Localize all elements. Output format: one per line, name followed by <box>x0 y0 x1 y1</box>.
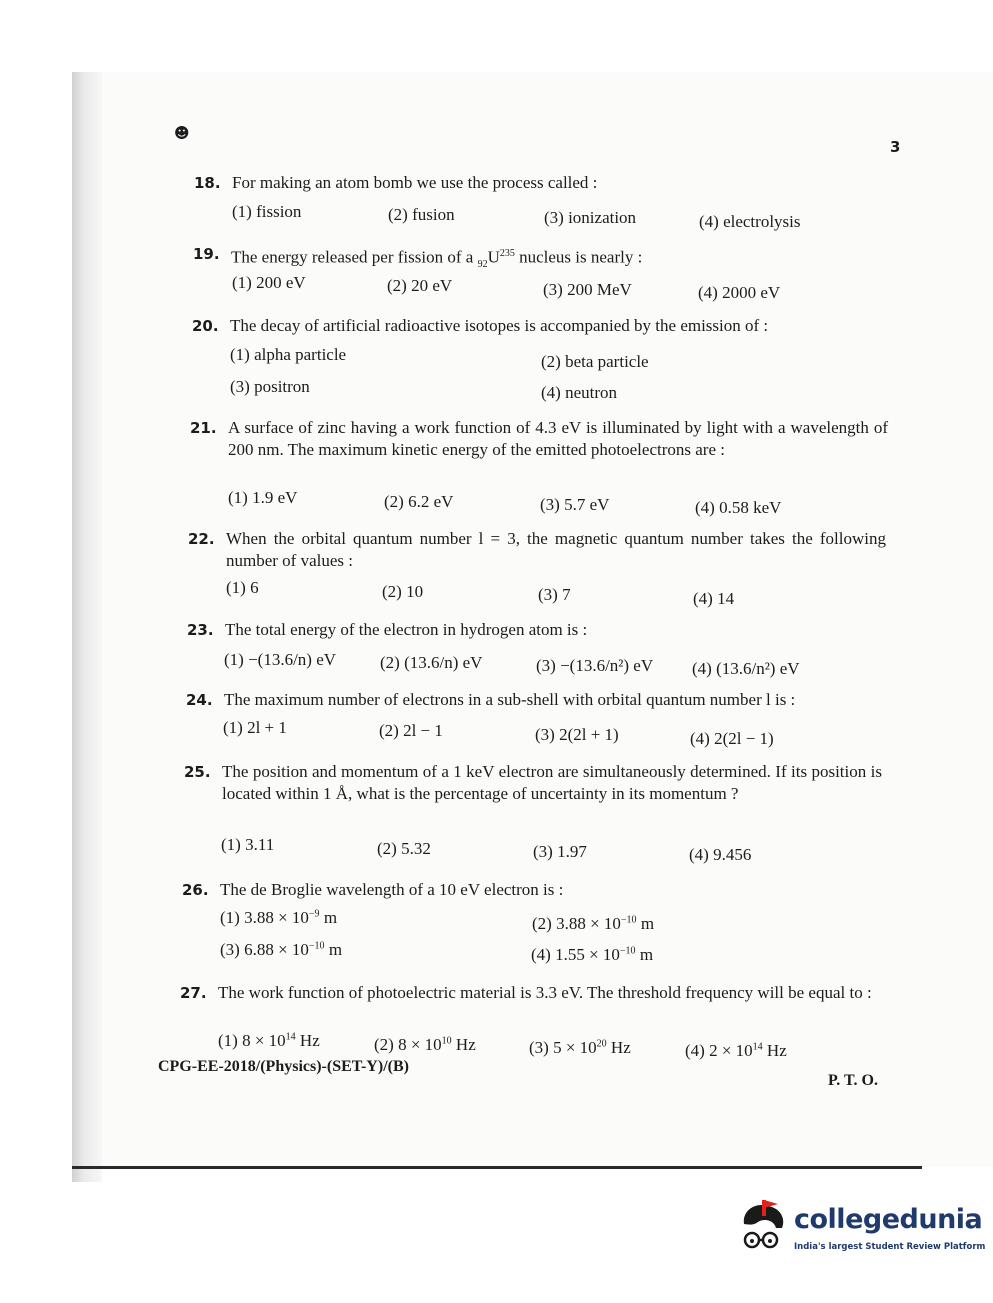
option-1: (1) −(13.6/n) eV <box>224 650 337 669</box>
option-3: (3) $6.88 \times 10^{-10}$ m <box>220 940 343 959</box>
option-3: (3) 7 <box>538 585 571 604</box>
option-4: (4) 0.58 keV <box>695 498 782 517</box>
question-number: 18. <box>194 174 221 192</box>
option-2: (2) 10 <box>382 582 424 601</box>
question-18 <box>194 172 892 194</box>
question-23 <box>187 619 885 641</box>
question-stem: For making an atom bomb we use the process called : <box>232 173 598 192</box>
option-4: (4) neutron <box>541 383 618 402</box>
option-1: (1) $8 \times 10^{14}$ Hz <box>218 1031 320 1050</box>
option-3: (3) 200 MeV <box>543 280 632 299</box>
scan-shadow-edge <box>72 72 102 1182</box>
option-1: (1) 2l + 1 <box>223 718 287 737</box>
question-stem: A surface of zinc having a work function of 4.3 eV is illuminated by light with a wavelength of 200 nm. The maximum kinetic energy of the emitted photoelectrons are : <box>228 418 888 459</box>
question-number: 20. <box>192 317 219 335</box>
question-stem: The total energy of the electron in hydrogen atom is : <box>225 620 588 639</box>
question-19 <box>193 243 891 276</box>
option-2: (2) $8 \times 10^{10}$ Hz <box>374 1035 476 1054</box>
option-3: (3) ionization <box>544 208 637 227</box>
question-number: 27. <box>180 984 207 1002</box>
pto-label: P. T. O. <box>828 1072 878 1089</box>
question-number: 25. <box>184 763 211 781</box>
question-stem: The work function of photoelectric material is 3.3 eV. The threshold frequency will be equal to : <box>218 983 872 1002</box>
option-1: (1) 200 eV <box>232 273 306 292</box>
option-2: (2) (13.6/n) eV <box>380 653 483 672</box>
option-3: (3) positron <box>230 377 310 396</box>
option-3: (3) $5 \times 10^{20}$ Hz <box>529 1038 631 1057</box>
option-4: (4) $1.55 \times 10^{-10}$ m <box>531 945 654 964</box>
question-number: 24. <box>186 691 213 709</box>
question-stem: The decay of artificial radioactive isotopes is accompanied by the emission of : <box>230 316 769 335</box>
option-2: (2) 6.2 eV <box>384 492 454 511</box>
option-3: (3) 1.97 <box>533 842 587 861</box>
option-1: (1) alpha particle <box>230 345 347 364</box>
option-1: (1) $3.88 \times 10^{-9}$ m <box>220 908 338 927</box>
question-27 <box>180 982 878 1004</box>
question-stem: The position and momentum of a 1 keV electron are simultaneously determined. If its position is located within 1 Å, what is the percentage of uncertainty in its momentum ? <box>222 762 882 803</box>
logo-wordmark: collegedunia <box>794 1204 983 1235</box>
option-1: (1) fission <box>232 202 302 221</box>
option-4: (4) electrolysis <box>699 212 801 231</box>
question-number: 26. <box>182 881 209 899</box>
option-2: (2) 2l − 1 <box>379 721 443 740</box>
option-1: (1) 3.11 <box>221 835 275 854</box>
option-2: (2) $3.88 \times 10^{-10}$ m <box>532 914 655 933</box>
option-4: (4) 9.456 <box>689 845 752 864</box>
question-number: 21. <box>190 419 217 437</box>
question-number: 22. <box>188 530 215 548</box>
option-4: (4) 2000 eV <box>698 283 781 302</box>
option-4: (4) 14 <box>693 589 735 608</box>
option-1: (1) 1.9 eV <box>228 488 298 507</box>
logo-tagline: India's largest Student Review Platform <box>794 1242 986 1252</box>
option-2: (2) fusion <box>388 205 455 224</box>
question-21 <box>190 417 888 461</box>
question-stem: When the orbital quantum number l = 3, the magnetic quantum number takes the following number of values : <box>226 529 886 570</box>
question-22 <box>188 528 886 572</box>
question-stem: The de Broglie wavelength of a 10 eV electron is : <box>220 880 564 899</box>
option-1: (1) 6 <box>226 578 259 597</box>
collegedunia-logo <box>738 1198 986 1258</box>
page-bottom-rule <box>72 1166 922 1169</box>
option-3: (3) 2(2l + 1) <box>535 725 619 744</box>
option-3: (3) 5.7 eV <box>540 495 610 514</box>
question-stem: The maximum number of electrons in a sub-shell with orbital quantum number l is : <box>224 690 796 709</box>
option-4: (4) $2 \times 10^{14}$ Hz <box>685 1041 787 1060</box>
question-26 <box>182 879 880 901</box>
option-2: (2) beta particle <box>541 352 649 371</box>
page-number: 3 <box>890 138 901 156</box>
student-mascot-icon <box>738 1198 792 1256</box>
question-20 <box>192 315 890 337</box>
option-4: (4) 2(2l − 1) <box>690 729 774 748</box>
question-number: 23. <box>187 621 214 639</box>
corner-mark: ☻ <box>174 124 190 142</box>
option-3: (3) −(13.6/n²) eV <box>536 656 654 675</box>
question-stem: The energy released per fission of a $_{92}U^{235}$ nucleus is nearly : <box>231 247 643 271</box>
question-number: 19. <box>193 245 220 263</box>
question-25 <box>184 761 882 805</box>
option-2: (2) 5.32 <box>377 839 431 858</box>
paper-code: CPG-EE-2018/(Physics)-(SET-Y)/(B) <box>158 1058 409 1075</box>
option-4: (4) (13.6/n²) eV <box>692 659 800 678</box>
question-24 <box>186 689 884 711</box>
option-2: (2) 20 eV <box>387 276 453 295</box>
